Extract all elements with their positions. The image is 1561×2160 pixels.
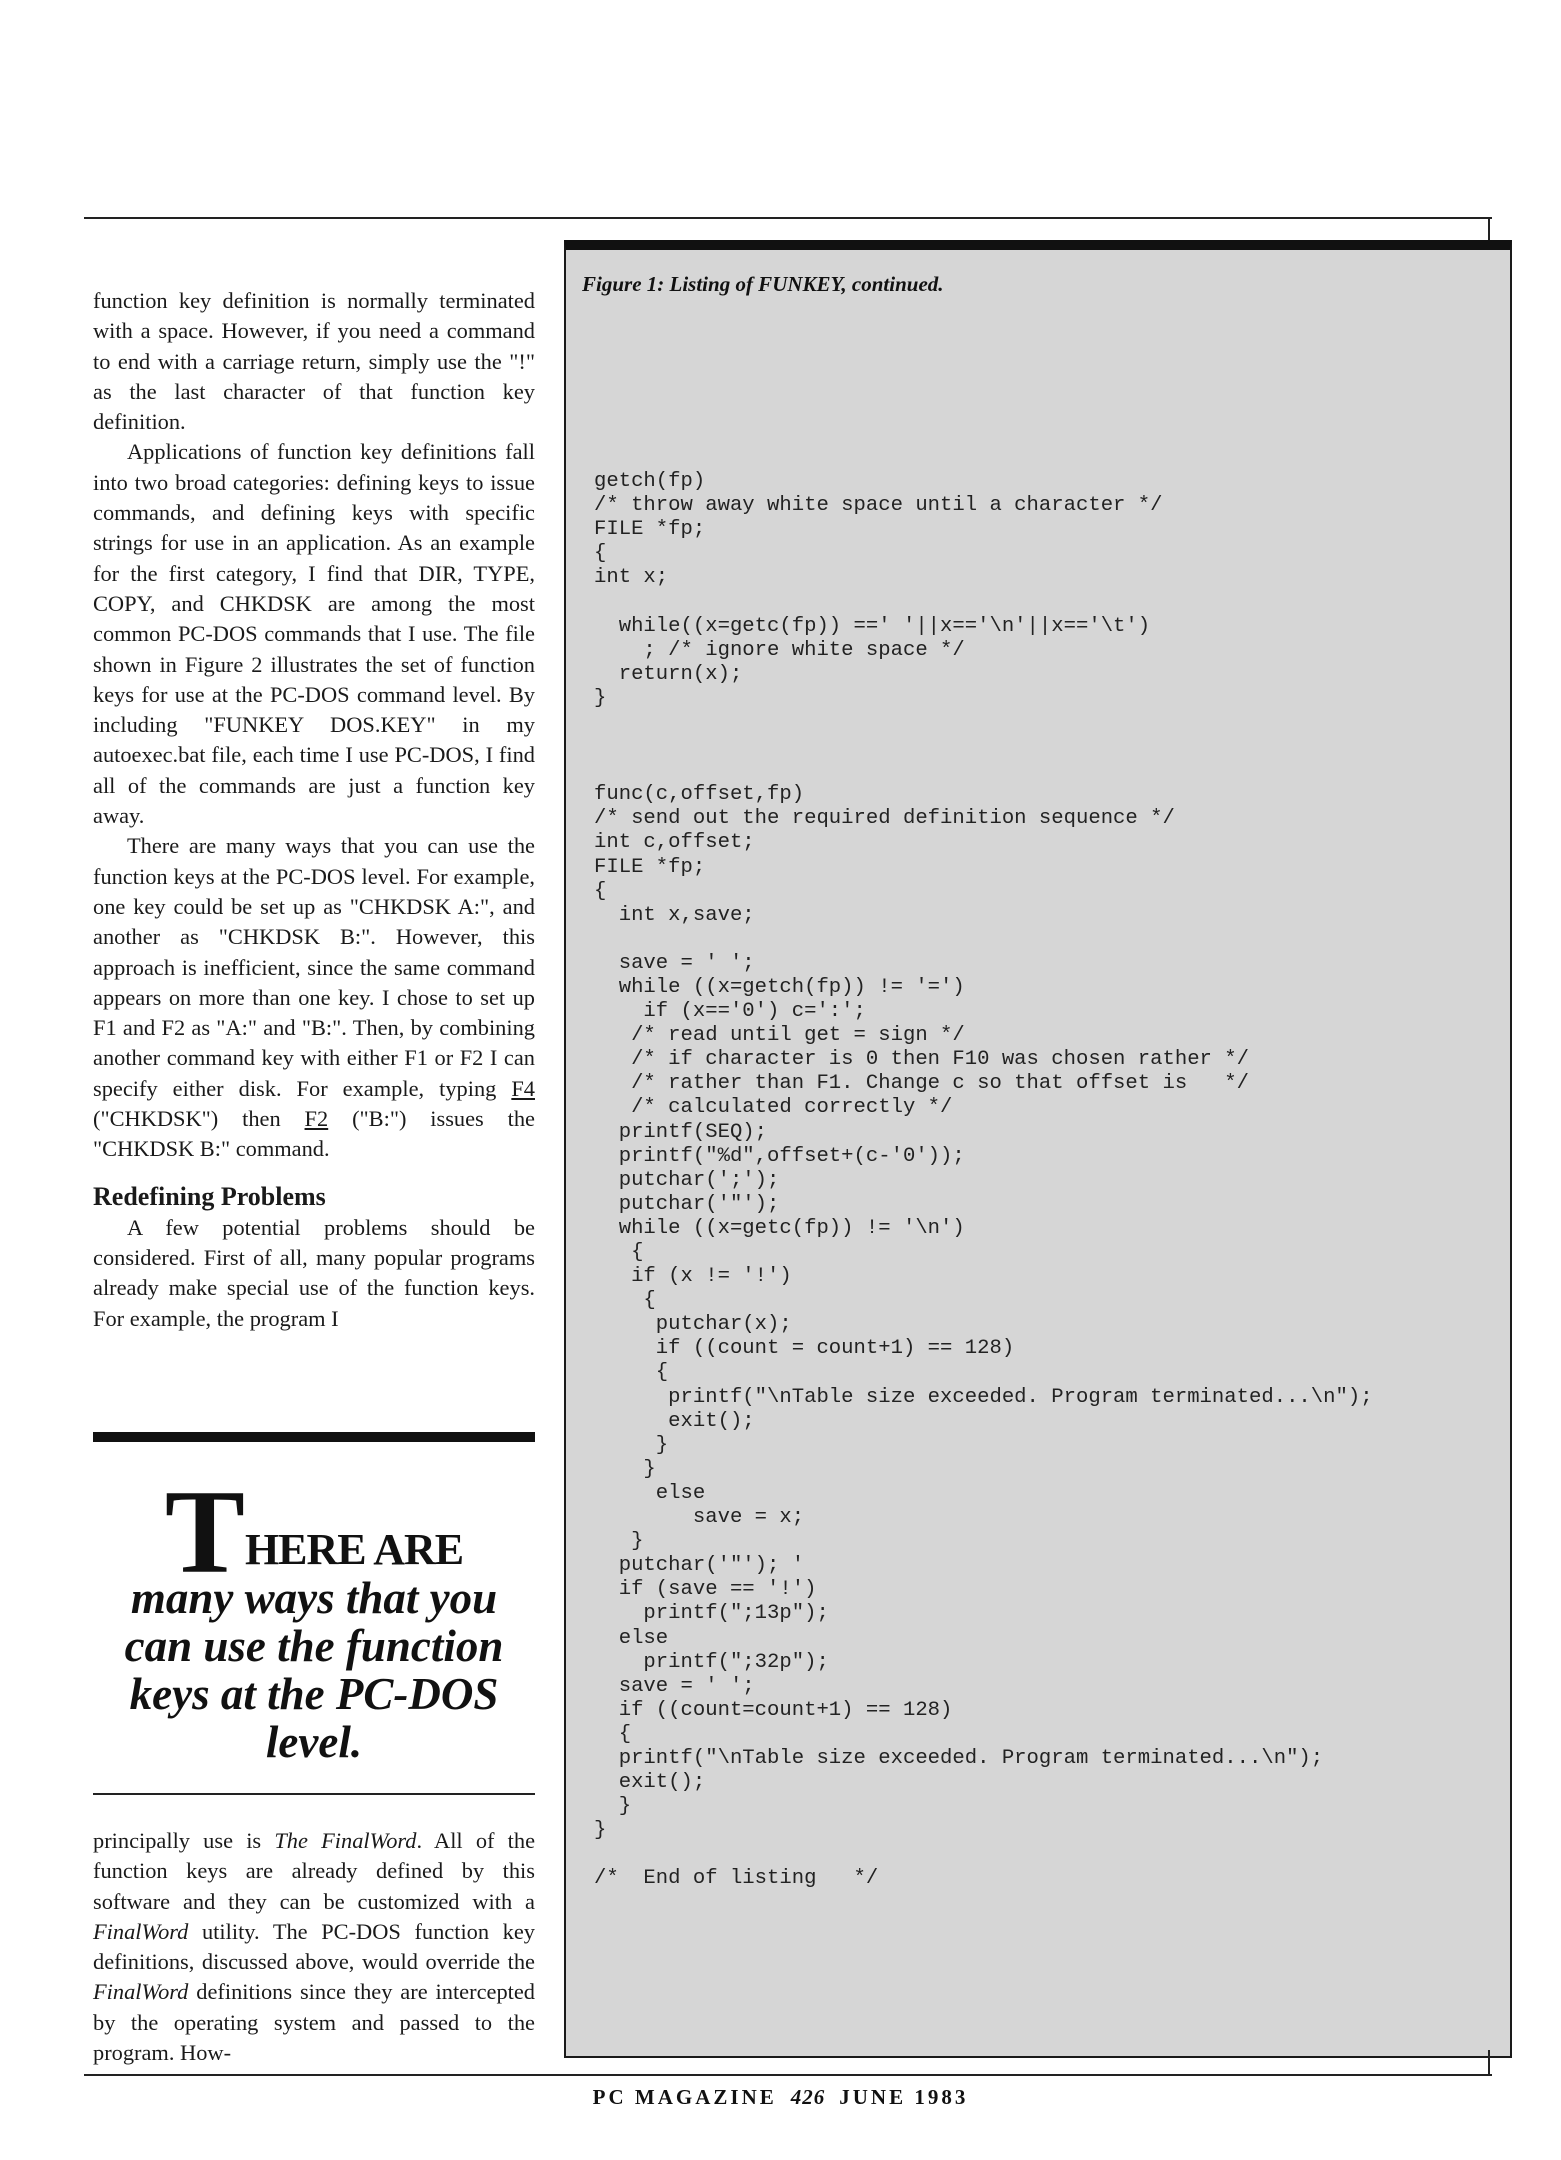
paragraph-5: [93, 1826, 535, 2068]
page-number: 426: [790, 2085, 826, 2109]
pull-quote-text: [93, 1465, 535, 1767]
paragraph-2: Applications of function key definitions fall into two broad categories: defining keys to issue commands, and defining keys with specific strings for use in an application. As an example for the first category, I find that DIR, TYPE, COPY, and CHKDSK are among the most common PC-DOS commands that I use. The file shown in Figure 2 illustrates the set of function keys for use at the PC-DOS command level. By including "FUNKEY DOS.KEY" in my autoexec.bat file, each time I use PC-DOS, I find all of the commands are just a function key away.: [93, 439, 535, 829]
top-rule: [84, 217, 1492, 219]
software-title: FinalWord: [93, 1918, 189, 1944]
paragraph-3-end: ("B:") issues the "CHKDSK B:" command.: [93, 1106, 535, 1162]
bottom-rule: [84, 2074, 1492, 2076]
bottom-rule-corner: [1488, 2050, 1490, 2076]
figure-box: [564, 240, 1512, 2058]
paragraph-3: [93, 831, 535, 1164]
f2-key-ref: F2: [304, 1106, 329, 1132]
pull-quote: [93, 1432, 535, 1806]
paragraph-1: function key definition is normally terminated with a space. However, if you need a command to end with a carriage return, simply use the "!" as the last character of that function key definition.: [93, 288, 535, 435]
issue-date: JUNE 1983: [839, 2085, 969, 2109]
paragraph-5-text: definitions since they are intercepted by the operating system and passed to the program. How-: [93, 1979, 535, 2066]
paragraph-4: A few potential problems should be considered. First of all, many popular programs already make special use of the function keys. For example, the program I: [93, 1214, 535, 1331]
paragraph-5-text: utility. The PC-DOS function key definitions, discussed above, would override the: [93, 1918, 535, 1975]
paragraph-3-mid: ("CHKDSK") then: [93, 1106, 305, 1132]
article-column-top: [93, 286, 535, 1334]
magazine-name: PC MAGAZINE: [592, 2085, 777, 2109]
figure-caption: Figure 1: Listing of FUNKEY, continued.: [582, 272, 944, 296]
pull-quote-bottom-rule: [93, 1793, 535, 1795]
pull-quote-line: level.: [265, 1717, 363, 1767]
page-footer: [0, 2085, 1561, 2110]
pull-quote-line: can use the function: [124, 1621, 504, 1671]
section-heading: Redefining Problems: [93, 1181, 326, 1211]
software-title: The FinalWord: [274, 1828, 417, 1853]
software-title: FinalWord: [93, 1979, 189, 2005]
pull-quote-caps: HERE ARE: [244, 1525, 464, 1574]
paragraph-5-lead: principally use is: [93, 1828, 275, 1853]
pull-quote-line: keys at the PC-DOS: [129, 1669, 499, 1719]
article-column-bottom: [93, 1826, 535, 2068]
pull-quote-dropcap: T: [164, 1465, 245, 1598]
code-listing: getch(fp) /* throw away white space until a character */ FILE *fp; { int x; while((x=getc(fp)) ==' '||x=='\n'||x=='\t') ; /* ignore white space */ return(x); } func(c,offset,fp) /* send out the required definition sequence */ int c,offset; FILE *fp; { int x,save; save = ' '; while ((x=getch(fp)) != '=') if (x=='0') c=':'; /* read until get = sign */ /* if character is 0 then F10 was chosen rather */ /* rather than F1. Change c so that offset is */ /* calculated correctly */ printf(SEQ); printf("%d",offset+(c-'0')); putchar(';'); putchar('"'); while ((x=getc(fp)) != '\n') { if (x != '!') { putchar(x); if ((count = count+1) == 128) { printf("\nTable size exceeded. Program terminated...\n"); exit(); } } else save = x; } putchar('"'); ' if (save == '!') printf(";13p"); else printf(";32p"); save = ' '; if ((count=count+1) == 128) { printf("\nTable size exceeded. Program terminated...\n"); exit(); } } /* End of listing */: [594, 470, 1373, 1891]
paragraph-3-text: There are many ways that you can use the function keys at the PC-DOS level. For example, one key could be set up as "CHKDSK A:", and another as "CHKDSK B:". However, this approach is inefficient, since the same command appears on more than one key. I chose to set up F1 and F2 as "A:" and "B:". Then, by combining another command key with either F1 or F2 I can specify either disk. For example, typing: [93, 833, 535, 1101]
paragraph-5-text: . All of the function keys are already defined by this software and they can be customized with a: [93, 1828, 536, 1914]
f4-key-ref: F4: [511, 1075, 535, 1101]
top-rule-corner: [1488, 217, 1490, 241]
pull-quote-line: many ways that you: [130, 1573, 498, 1623]
